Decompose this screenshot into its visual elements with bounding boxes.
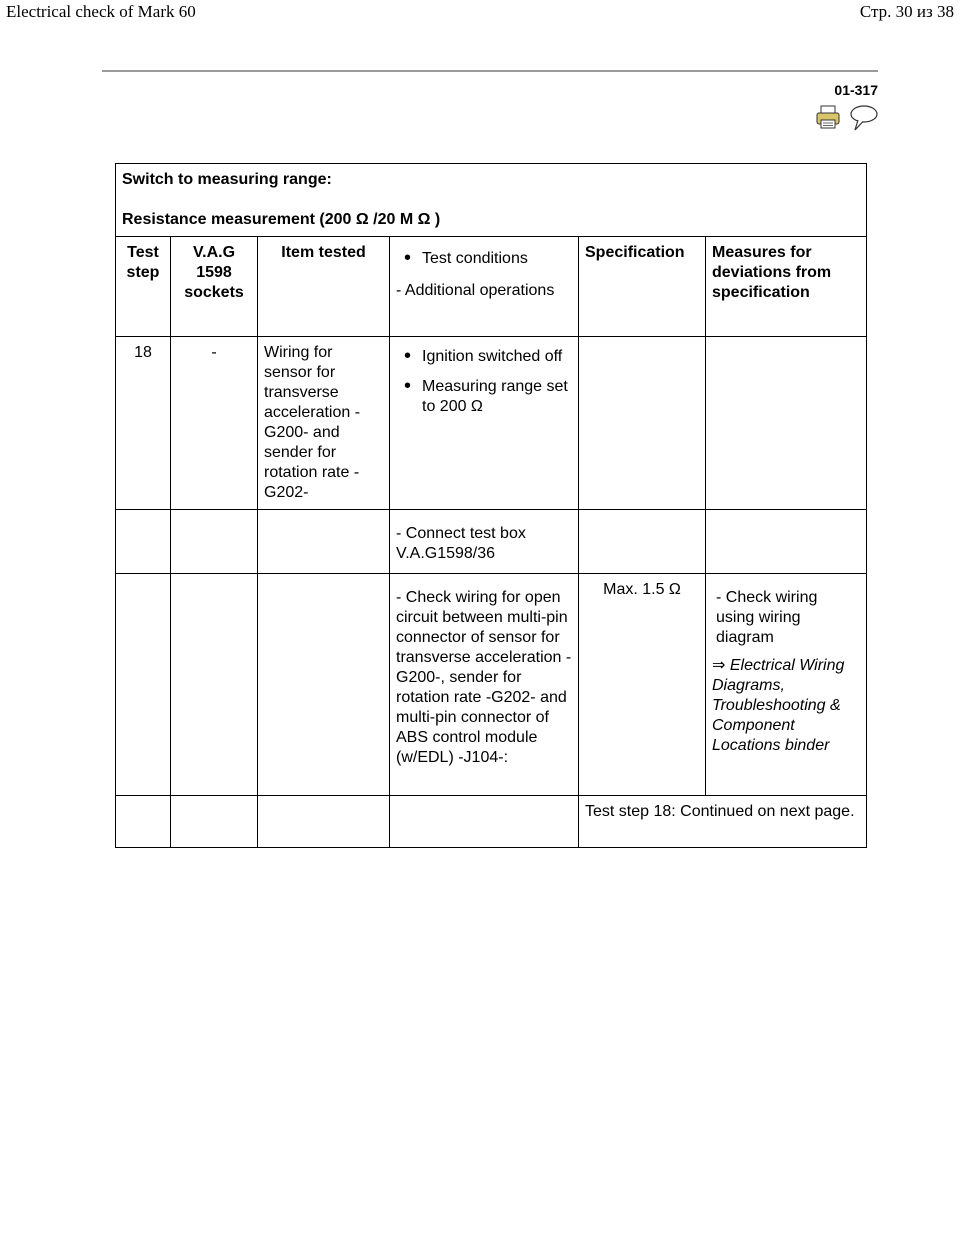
connect-test-box: - Connect test box V.A.G1598/36: [390, 510, 579, 574]
table-row: [116, 337, 867, 510]
table-row: [116, 510, 867, 574]
range-label: Switch to measuring range:: [122, 171, 332, 188]
cond-additional: - Additional operations: [396, 282, 555, 299]
range-value: Resistance measurement (200 Ω /20 M Ω ): [122, 211, 441, 228]
toolbar-icons: [815, 104, 879, 132]
condition-ignition: • Ignition switched off: [396, 347, 572, 367]
item-tested: Wiring for sensor for transverse acceleration -G200- and sender for rotation rate -G202-: [258, 337, 390, 510]
measures-cell: [706, 337, 867, 510]
check-wiring-condition: - Check wiring for open circuit between multi-pin connector of sensor for transverse acceleration -G200-, sender for rotation rate -G202- and multi-pin connector of ABS control module (w/EDL) -J104-:: [390, 574, 579, 796]
vag-socket: -: [171, 337, 258, 510]
reference-text: Electrical Wiring Diagrams, Troubleshooting & Component Locations binder: [712, 657, 845, 754]
table-row: [116, 796, 867, 848]
conditions-cell: [390, 337, 579, 510]
spec-cell: [579, 337, 706, 510]
col-item-tested: Item tested: [258, 237, 390, 337]
measuring-range-cell: [116, 164, 867, 237]
table-header-row: [116, 237, 867, 337]
wiring-diagram-reference[interactable]: [712, 656, 860, 756]
page-counter: Стр. 30 из 38: [859, 2, 954, 21]
measuring-range-row: [116, 164, 867, 237]
test-table: [115, 163, 867, 848]
check-wiring-diagram: - Check wiring using wiring diagram: [716, 589, 818, 646]
condition-range: • Measuring range set to 200 Ω: [396, 377, 572, 417]
col-vag-sockets: V.A.G 1598 sockets: [171, 237, 258, 337]
printer-icon[interactable]: [815, 104, 841, 130]
right-arrow-icon: ⇒: [712, 657, 726, 674]
page-code: 01-317: [834, 82, 878, 98]
col-test-conditions: [390, 237, 579, 337]
document-title: Electrical check of Mark 60: [6, 2, 196, 21]
continued-note: Test step 18: Continued on next page.: [579, 796, 867, 848]
table-row: [116, 574, 867, 796]
measures-cell: [706, 574, 867, 796]
spec-value: Max. 1.5 Ω: [579, 574, 706, 796]
col-specification: Specification: [579, 237, 706, 337]
speech-bubble-icon[interactable]: [849, 104, 879, 132]
col-test-step: Test step: [116, 237, 171, 337]
header-rule: [102, 70, 878, 72]
col-measures: Measures for deviations from specification: [706, 237, 867, 337]
cond-bullet: • Test conditions: [396, 249, 572, 269]
step-number: 18: [116, 337, 171, 510]
